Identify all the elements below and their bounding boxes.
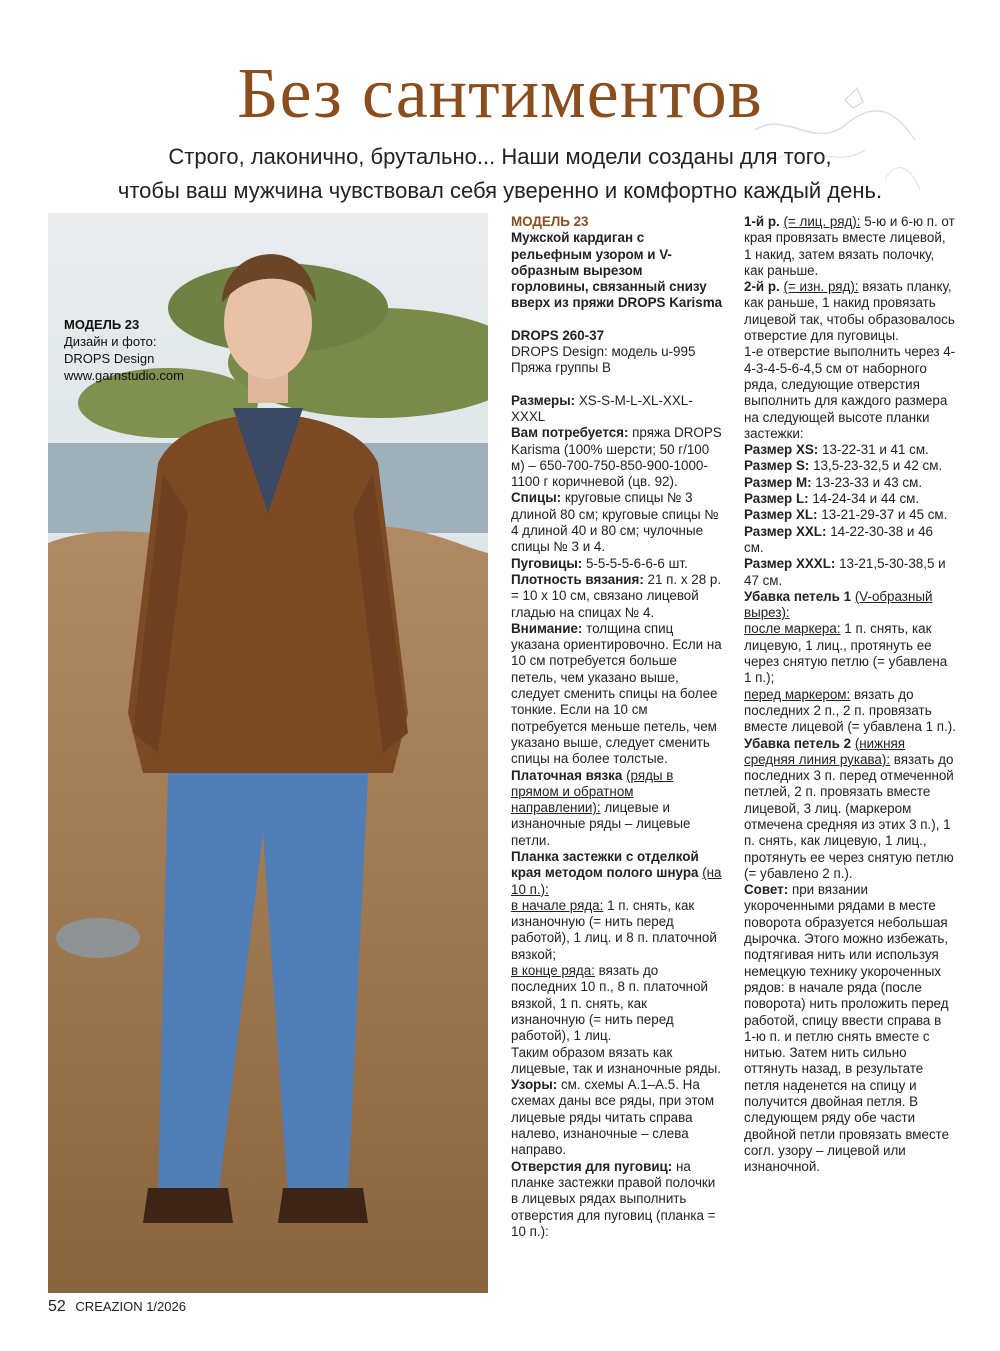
tip-value: при вязании укороченными рядами в месте поворота образуется небольшая дырочка. Этого можно избежать, подтягивая нить или используя немецкую технику укороченных рядов: в начале ряда (после поворота) нить проложить перед работой, спицу ввести справа в 1-ю п. и петлю снять вместе с нитью. Затем нить сильно оттянуть назад, в результате петля наденется на спицу и получится двойная петля. В следующем ряду обе части двойной петли провязать вместе согл. узору – лицевой или изнаночной. — [744, 882, 950, 1175]
needles-label: Спицы: — [511, 490, 562, 506]
size-xl-label: Размер XL: — [744, 507, 818, 523]
band-start-label: в начале ряда: — [511, 897, 604, 913]
caption-website: www.garnstudio.com — [64, 368, 184, 383]
dec1-after-value: 1 п. снять, как лицевую, 1 лиц., протянуть ее через снятую петлю (= убавлена 1 п.); — [744, 621, 948, 686]
garter-ref: (ряды в прямом и обратном направлении): — [511, 767, 674, 816]
row1-value: 5-ю и 6-ю п. от края провязать вместе лицевой, 1 накид, затем вязать полочку, как раньше. — [744, 214, 955, 278]
band-start-value: 1 п. снять, как изнаночную (= нить перед работой), 1 лиц. и 8 п. платочной вязкой; — [511, 897, 717, 962]
photo-caption — [64, 316, 184, 384]
dec2-ref: (нижняя средняя линия рукава): — [744, 735, 906, 767]
density-value: 21 п. х 28 р. = 10 х 10 см, связано лицевой гладью на спицах № 4. — [511, 571, 722, 620]
caption-credit-name: DROPS Design — [64, 351, 155, 366]
dec1-ref: (V-образный вырез): — [744, 588, 933, 621]
attention-label: Внимание: — [511, 620, 583, 636]
size-s-value: 13,5-23-32,5 и 42 см. — [813, 458, 943, 474]
garter-label: Платочная вязка — [511, 767, 623, 783]
density-label: Плотность вязания: — [511, 571, 644, 587]
patterns-value: см. схемы А.1–А.5. На схемах даны все ряды, при этом лицевые ряды читать справа налево, изнаночные – слева направо. — [511, 1077, 715, 1158]
dec1-before-value: вязать до последних 2 п., 2 п. провязать вместе лицевой (= убавлена 1 п.). — [744, 686, 956, 735]
subtitle-line-2: чтобы ваш мужчина чувствовал себя уверенно и комфортно каждый день. — [117, 178, 883, 203]
page-footer — [48, 1298, 186, 1316]
sizes-value: XS-S-M-L-XL-XXL-XXXL — [511, 392, 693, 424]
subtitle-line-1: Строго, лаконично, брутально... Наши модели созданы для того, — [168, 144, 832, 169]
garter-value: лицевые и изнаночные ряды – лицевые петли. — [511, 800, 691, 848]
caption-credit-label: Дизайн и фото: — [64, 334, 157, 349]
size-l-label: Размер L: — [744, 491, 809, 507]
band-end-value: вязать до последних 10 п., 8 п. платочной вязкой, 1 п. снять, как изнаночную (= нить перед работой), 1 лиц. — [511, 963, 709, 1044]
dec1-label: Убавка петель 1 — [744, 588, 852, 604]
size-m-label: Размер M: — [744, 474, 812, 490]
dec1-before-label: перед маркером: — [744, 686, 851, 702]
subtitle — [60, 140, 940, 208]
size-xxxl-value: 13-21,5-30-38,5 и 47 см. — [744, 556, 946, 588]
patterns-label: Узоры: — [511, 1077, 558, 1093]
sizes-label: Размеры: — [511, 392, 576, 408]
dec2-value: вязать до последних 3 п. перед отмеченной петлей, 2 п. провязать вместе лицевой, 3 лиц. (маркером отмечена средняя из этих 3 п.), 1 п. снять, как лицевую, 1 лиц., протянуть ее через снятую петлю (= убавлено 2 п.). — [744, 751, 954, 881]
article-column-2 — [744, 214, 956, 1176]
attention-value: толщина спиц указана ориентировочно. Если на 10 см потребуется больше петель, чем указано выше, следует сменить спицы на более тонкие. Если на 10 см потребуется меньше петель, чем указано выше, следует сменить спицы на более толстые. — [511, 620, 722, 767]
row2-value: вязать планку, как раньше, 1 накид провязать лицевой так, чтобы образовалось отверстие для пуговицы. — [744, 279, 955, 344]
magazine-issue: CREAZION 1/2026 — [75, 1299, 186, 1314]
dec2-label: Убавка петель 2 — [744, 735, 852, 751]
design-line: DROPS Design: модель u-995 — [511, 344, 696, 360]
yarn-group: Пряжа группы B — [511, 360, 611, 376]
needs-label: Вам потребуется: — [511, 425, 629, 441]
needles-value: круговые спицы № 3 длиной 80 см; круговые спицы № 4 длиной 40 и 80 см; чулочные спицы № 3 и 4. — [511, 490, 719, 555]
row2-ref: (= изн. ряд): — [783, 279, 859, 295]
row1-ref: (= лиц. ряд): — [783, 214, 861, 229]
article-heading: Мужской кардиган с рельефным узором и V-образным вырезом горловины, связанный снизу вверх из пряжи DROPS Karisma — [511, 230, 723, 311]
band-label: Планка застежки с отделкой края методом полого шнура — [511, 848, 699, 881]
band-note: Таким образом вязать как лицевые, так и изнаночные ряды. — [511, 1044, 721, 1076]
model-label: МОДЕЛЬ 23 — [511, 214, 589, 229]
size-xxl-label: Размер XXL: — [744, 523, 827, 539]
size-m-value: 13-23-33 и 43 см. — [815, 474, 923, 490]
holes-label: Отверстия для пуговиц: — [511, 1158, 673, 1174]
tip-label: Совет: — [744, 882, 789, 898]
needs-value: пряжа DROPS Karisma (100% шерсти; 50 г/100 м) – 650-700-750-850-900-1000-1100 г коричневой (цв. 92). — [511, 425, 722, 490]
holes-value: на планке застежки правой полочки в лицевых рядах выполнить отверстия для пуговиц (планка = 10 п.): — [511, 1158, 716, 1239]
article-column-1 — [511, 214, 723, 1240]
band-end-label: в конце ряда: — [511, 963, 595, 979]
row2-label: 2-й р. — [744, 279, 780, 295]
page-title: Без сантиментов — [237, 53, 763, 133]
caption-model: МОДЕЛЬ 23 — [64, 317, 140, 332]
dec1-after-label: после маркера: — [744, 621, 841, 637]
size-xxl-value: 14-22-30-38 и 46 см. — [744, 523, 933, 555]
buttons-value: 5-5-5-5-6-6-6 шт. — [585, 555, 688, 571]
size-xs-label: Размер XS: — [744, 442, 819, 458]
band-ref: (на 10 п.): — [511, 865, 722, 897]
page-number: 52 — [48, 1298, 66, 1315]
size-l-value: 14-24-34 и 44 см. — [812, 491, 920, 507]
row1-label: 1-й р. — [744, 214, 780, 229]
first-hole: 1-е отверстие выполнить через 4-4-3-4-5-6-4,5 см от наборного ряда, следующие отверстия выполнить для каждого размера на следующей высоте планки застежки: — [744, 344, 956, 441]
size-s-label: Размер S: — [744, 458, 810, 474]
size-xs-value: 13-22-31 и 41 см. — [822, 442, 929, 458]
pattern-code: DROPS 260-37 — [511, 327, 605, 343]
buttons-label: Пуговицы: — [511, 555, 583, 571]
size-xl-value: 13-21-29-37 и 45 см. — [821, 507, 948, 523]
size-xxxl-label: Размер XXXL: — [744, 556, 836, 572]
